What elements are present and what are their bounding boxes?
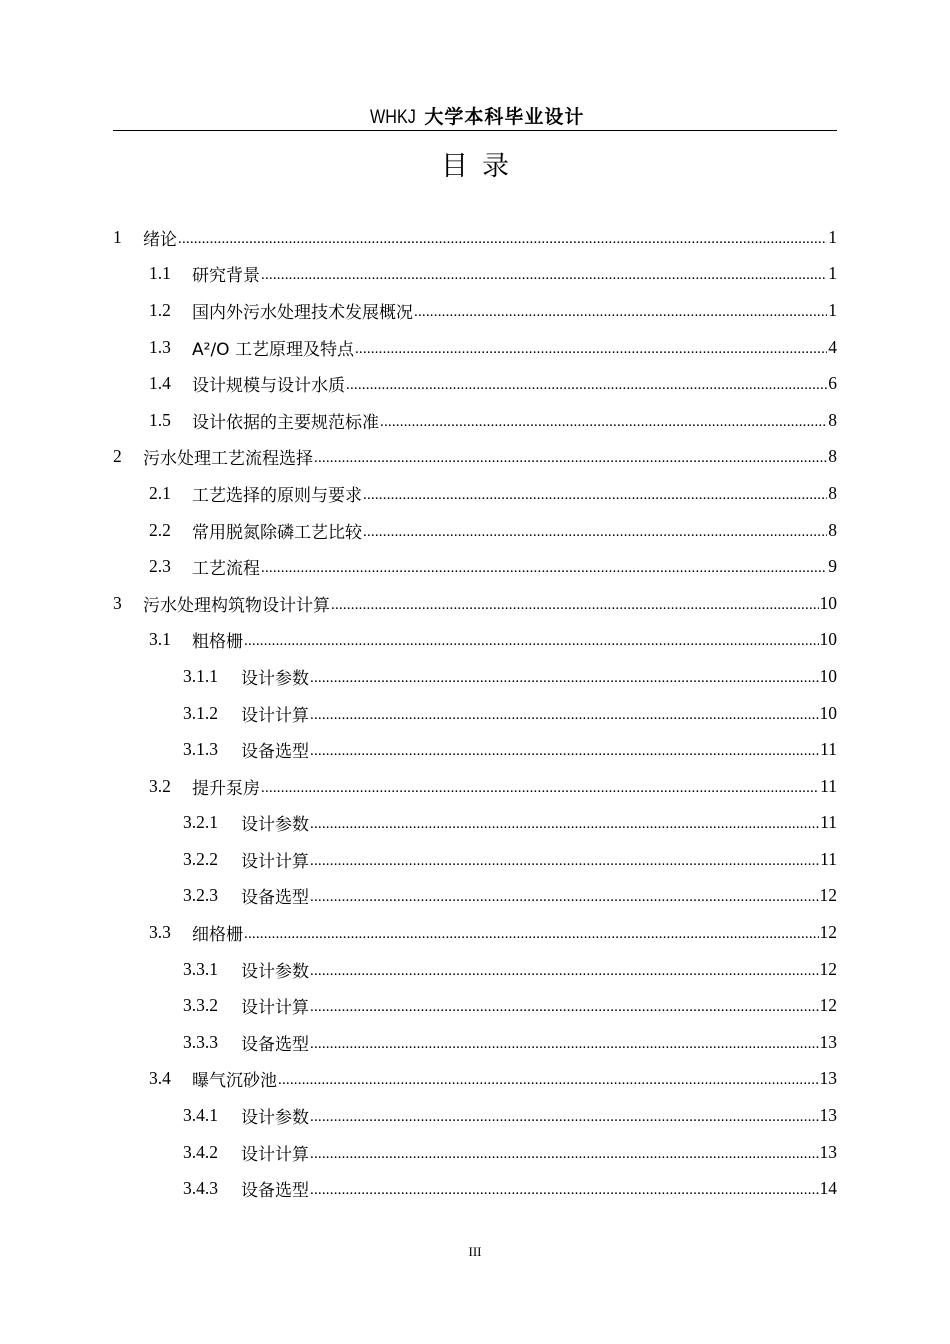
toc-entry-label: 设备选型 xyxy=(241,1034,309,1055)
toc-entry-label: 细格栅 xyxy=(192,925,243,946)
toc-entry-label: 设计计算 xyxy=(241,998,309,1019)
toc-dot-leader xyxy=(310,853,819,870)
toc-entry-label: A²/O 工艺原理及特点 xyxy=(192,339,354,360)
toc-entry-number: 3.4.1 xyxy=(183,1105,218,1126)
toc-dot-leader xyxy=(261,267,827,284)
page-header xyxy=(113,104,837,130)
toc-entry-page: 14 xyxy=(819,1178,837,1199)
toc-entry-number: 1.1 xyxy=(149,263,171,284)
toc-entry-number: 3.3.1 xyxy=(183,958,218,979)
toc-entry-label: 提升泵房 xyxy=(192,778,260,799)
toc-entry-number: 2.1 xyxy=(149,482,171,503)
toc-entry-label: 设计参数 xyxy=(241,961,309,982)
toc-entry-number: 3.3.3 xyxy=(183,1031,218,1052)
toc-entry-page: 11 xyxy=(820,812,837,833)
toc-entry-page: 8 xyxy=(828,519,837,540)
toc-dot-leader xyxy=(310,1109,819,1126)
toc-entry[interactable] xyxy=(113,219,837,256)
toc-entry[interactable] xyxy=(113,658,837,695)
toc-entry-page: 10 xyxy=(819,665,837,686)
toc-entry[interactable] xyxy=(113,365,837,402)
toc-entry-label: 设备选型 xyxy=(241,1181,309,1202)
toc-entry[interactable] xyxy=(113,841,837,878)
toc-dot-leader xyxy=(310,963,819,980)
header-cjk-text: 大学本科毕业设计 xyxy=(424,106,585,128)
toc-dot-leader xyxy=(310,816,819,833)
toc-entry-label: 污水处理工艺流程选择 xyxy=(143,449,313,470)
toc-entry-number: 1.4 xyxy=(149,373,171,394)
toc-entry-number: 1.5 xyxy=(149,409,171,430)
toc-dot-leader xyxy=(314,450,827,467)
toc-entry-number: 3.3 xyxy=(149,922,171,943)
toc-entry-label: 工艺选择的原则与要求 xyxy=(192,485,362,506)
toc-entry[interactable] xyxy=(113,1134,837,1171)
toc-entry-number: 3.2.3 xyxy=(183,885,218,906)
toc-entry[interactable] xyxy=(113,402,837,439)
toc-entry[interactable] xyxy=(113,695,837,732)
toc-dot-leader xyxy=(244,926,819,943)
toc-dot-leader xyxy=(310,707,819,724)
toc-entry-page: 12 xyxy=(819,885,837,906)
toc-dot-leader xyxy=(310,889,819,906)
toc-entry-label: 设计规模与设计水质 xyxy=(192,376,345,397)
toc-entry-number: 3 xyxy=(113,592,122,613)
toc-dot-leader xyxy=(310,1036,819,1053)
toc-entry-page: 10 xyxy=(819,592,837,613)
toc-entry[interactable] xyxy=(113,1170,837,1207)
header-latin-text: WHKJ xyxy=(369,107,416,128)
toc-entry[interactable] xyxy=(113,475,837,512)
toc-entry[interactable] xyxy=(113,548,837,585)
toc-entry-label: 国内外污水处理技术发展概况 xyxy=(192,302,413,323)
toc-entry-page: 10 xyxy=(819,702,837,723)
toc-dot-leader xyxy=(331,597,819,614)
toc-entry-page: 10 xyxy=(819,629,837,650)
toc-entry-page: 13 xyxy=(819,1068,837,1089)
toc-entry-page: 8 xyxy=(828,446,837,467)
toc-entry[interactable] xyxy=(113,1097,837,1134)
toc-entry-label: 设计计算 xyxy=(241,1144,309,1165)
toc-entry-page: 11 xyxy=(820,848,837,869)
toc-entry-label: 常用脱氮除磷工艺比较 xyxy=(192,522,362,543)
toc-entry-number: 1.3 xyxy=(149,336,171,357)
toc-entry-number: 3.1.1 xyxy=(183,665,218,686)
toc-dot-leader xyxy=(310,1146,819,1163)
toc-entry[interactable] xyxy=(113,914,837,951)
toc-dot-leader xyxy=(261,780,819,797)
toc-entry-label: 设备选型 xyxy=(241,742,309,763)
toc-entry[interactable] xyxy=(113,1024,837,1061)
toc-entry-number: 3.4 xyxy=(149,1068,171,1089)
toc-entry-number: 3.4.2 xyxy=(183,1141,218,1162)
toc-entry-number: 3.2.2 xyxy=(183,848,218,869)
toc-entry-page: 12 xyxy=(819,995,837,1016)
toc-entry-number: 3.4.3 xyxy=(183,1178,218,1199)
toc-entry-page: 1 xyxy=(828,263,837,284)
toc-entry-label: 曝气沉砂池 xyxy=(192,1071,277,1092)
toc-entry[interactable] xyxy=(113,292,837,329)
toc-entry[interactable] xyxy=(113,768,837,805)
toc-entry-number: 2 xyxy=(113,446,122,467)
toc-entry-number: 2.3 xyxy=(149,556,171,577)
toc-dot-leader xyxy=(244,633,819,650)
toc-dot-leader xyxy=(346,377,827,394)
toc-dot-leader xyxy=(363,487,827,504)
toc-dot-leader xyxy=(310,999,819,1016)
toc-dot-leader xyxy=(310,670,819,687)
toc-dot-leader xyxy=(380,414,827,431)
toc-entry-page: 11 xyxy=(820,739,837,760)
toc-entry-number: 3.1.3 xyxy=(183,739,218,760)
toc-entry[interactable] xyxy=(113,512,837,549)
toc-entry-label: 研究背景 xyxy=(192,266,260,287)
toc-entry-page: 4 xyxy=(828,336,837,357)
toc-entry-number: 2.2 xyxy=(149,519,171,540)
toc-entry-number: 1.2 xyxy=(149,299,171,320)
toc-entry-page: 6 xyxy=(828,373,837,394)
toc-entry-number: 3.1.2 xyxy=(183,702,218,723)
toc-entry[interactable] xyxy=(113,585,837,622)
toc-entry-label: 设计参数 xyxy=(241,1108,309,1129)
table-of-contents xyxy=(113,219,837,1207)
toc-entry-page: 1 xyxy=(828,299,837,320)
toc-dot-leader xyxy=(355,341,827,358)
toc-entry-label: 设计计算 xyxy=(241,705,309,726)
toc-entry-label: 设计计算 xyxy=(241,851,309,872)
toc-entry-number: 3.2.1 xyxy=(183,812,218,833)
toc-entry[interactable] xyxy=(113,622,837,659)
toc-dot-leader xyxy=(414,304,827,321)
toc-entry-page: 11 xyxy=(820,775,837,796)
toc-entry-page: 12 xyxy=(819,922,837,943)
toc-entry-page: 8 xyxy=(828,482,837,503)
page-title: 目录 xyxy=(441,151,523,182)
toc-entry[interactable] xyxy=(113,731,837,768)
toc-dot-leader xyxy=(310,1182,819,1199)
toc-dot-leader xyxy=(278,1072,819,1089)
toc-entry-page: 12 xyxy=(819,958,837,979)
toc-entry-page: 13 xyxy=(819,1141,837,1162)
toc-entry-number: 3.2 xyxy=(149,775,171,796)
toc-entry-label: 粗格栅 xyxy=(192,632,243,653)
toc-entry[interactable] xyxy=(113,805,837,842)
toc-entry-label: 设计参数 xyxy=(241,815,309,836)
toc-entry[interactable] xyxy=(113,256,837,293)
toc-entry-label: 设计参数 xyxy=(241,668,309,689)
toc-entry-label: 设计依据的主要规范标准 xyxy=(192,412,379,433)
toc-entry-page: 13 xyxy=(819,1105,837,1126)
toc-dot-leader xyxy=(363,524,827,541)
toc-entry-number: 3.3.2 xyxy=(183,995,218,1016)
toc-entry-label: 绪论 xyxy=(143,229,177,250)
toc-entry-label: 污水处理构筑物设计计算 xyxy=(143,595,330,616)
toc-entry-page: 13 xyxy=(819,1031,837,1052)
toc-entry[interactable] xyxy=(113,1061,837,1098)
toc-dot-leader xyxy=(261,560,827,577)
toc-dot-leader xyxy=(178,231,827,248)
toc-entry-number: 1 xyxy=(113,226,122,247)
toc-dot-leader xyxy=(310,743,819,760)
toc-entry-page: 9 xyxy=(828,556,837,577)
toc-entry[interactable] xyxy=(113,951,837,988)
toc-entry-page: 8 xyxy=(828,409,837,430)
toc-entry-number: 3.1 xyxy=(149,629,171,650)
toc-entry[interactable] xyxy=(113,878,837,915)
toc-entry[interactable] xyxy=(113,329,837,366)
page-number-footer: III xyxy=(468,1244,482,1259)
toc-entry-label: 设备选型 xyxy=(241,888,309,909)
toc-entry-label: 工艺流程 xyxy=(192,559,260,580)
toc-entry[interactable] xyxy=(113,439,837,476)
header-rule xyxy=(113,130,837,131)
toc-entry-page: 1 xyxy=(828,226,837,247)
toc-entry[interactable] xyxy=(113,987,837,1024)
